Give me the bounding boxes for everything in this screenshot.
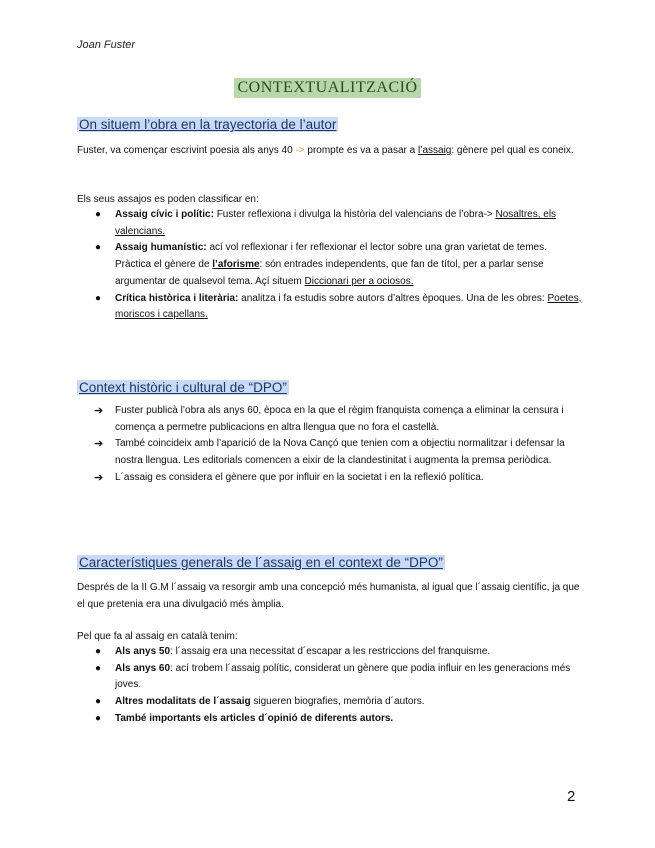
item-text: : l´assaig era una necessitat d´escapar a les restriccions del franquisme. [170, 646, 491, 657]
intro-text-3: : gènere pel qual es coneix. [451, 145, 574, 156]
header-author: Joan Fuster [77, 39, 136, 51]
item-text: sigueren biografies, memòria d´autors. [250, 696, 425, 708]
work-reference: Nosaltres, els valencians. [115, 209, 557, 237]
item-text: Fuster reflexiona i divulga la història del valencians de l’obra-> [213, 209, 496, 220]
intro-text-1: Fuster, va començar escrivint poesia als anys 40 [77, 145, 296, 156]
work-reference: Poetes, moriscos i capellans. [115, 292, 582, 321]
arrow-bullet-icon: ➔ [94, 405, 104, 417]
work-reference: Diccionari per a ociosos. [304, 275, 414, 287]
classify-paragraph: Els seus assajos es poden classificar en: [77, 194, 259, 205]
item-bold: Als anys 60 [115, 662, 171, 674]
essay-types-list [77, 207, 582, 324]
list-item [77, 711, 582, 728]
item-text: ací vol reflexionar i fer reflexionar el lector sobre una gran varietat de temes. Pràctica el gènere de [115, 242, 547, 271]
item-bold: Als anys 50 [115, 646, 171, 657]
item-bold: Altres modalitats de l´assaig [115, 696, 251, 708]
item-text: Fuster publicà l’obra als anys 60, època en la que el règim franquista comença a eliminar la censura i comença a permetre publicacions en altra llengua que no fora el castellà. [115, 405, 564, 433]
arrow-bullet-icon: ➔ [94, 471, 104, 484]
context-list [77, 403, 582, 487]
assaig-link: l’assaig [418, 145, 452, 156]
item-text: : ací trobem l´assaig polític, considerat un gènere que podia influir en les generacions més joves. [115, 662, 571, 691]
item-text: analitza i fa estudis sobre autors d’altres èpoques. Una de les obres: [238, 292, 548, 304]
document-title: CONTEXTUALITZACIÓ [234, 78, 420, 98]
arrow-symbol: -> [295, 145, 305, 156]
section-heading-characteristics: Característiques generals de l´assaig en el context de “DPO” [79, 555, 443, 570]
item-bold: Crítica històrica i literària: [115, 292, 239, 304]
bullet-icon: ● [95, 696, 102, 708]
list-item [77, 240, 582, 290]
section-heading-trajectory: On situem l’obra en la trayectoria de l’autor [79, 117, 337, 132]
bullet-icon: ● [95, 292, 102, 304]
list-item [77, 694, 582, 711]
section3-intro: Després de la II G.M l´assaig va resorgir amb una concepció més humanista, al igual que l´assaig científic, ja que el que pretenia era una divulgació més àmplia. [77, 582, 580, 610]
bullet-icon: ● [95, 662, 102, 674]
item-bold: També importants els articles d´opinió de diferents autors. [115, 712, 394, 724]
page-number: 2 [567, 788, 576, 805]
section-heading-context: Context històric i cultural de “DPO” [79, 380, 287, 395]
item-bold: Assaig cívic i polític: [115, 209, 214, 220]
section1-intro [77, 142, 582, 159]
title-wrapper [0, 78, 655, 98]
item-text: També coincideix amb l’aparició de la Nova Cançó que tenien com a objectiu normalitzar i defensar la nostra llengua. Les editorials comencen a eixir de la clandestinitat i augmenta la premsa periòdica. [115, 438, 565, 467]
item-bold: Assaig humanístic: [115, 242, 207, 254]
item-text-after: : són entrades independents, que fan de títol, per a parlar sense argumentar de qualsevol tema. Açí situem [115, 259, 544, 287]
aforisme-reference: l’aforisme [212, 259, 260, 271]
catalan-paragraph: Pel que fa al assaig en català tenim: [77, 631, 238, 642]
list-item [77, 470, 582, 487]
list-item [77, 436, 582, 469]
list-item [77, 207, 582, 240]
list-item [77, 661, 582, 694]
bullet-icon: ● [95, 209, 102, 220]
intro-text-2: prompte es va a pasar a [304, 145, 419, 156]
list-item [77, 403, 582, 436]
bullet-icon: ● [95, 242, 102, 254]
catalan-essay-list [77, 644, 582, 728]
item-text: L´assaig es considera el gènere que por influir en la societat i en la reflexió política. [115, 471, 484, 483]
bullet-icon: ● [95, 712, 102, 724]
list-item [77, 291, 582, 324]
bullet-icon: ● [95, 646, 102, 657]
list-item [77, 644, 582, 661]
arrow-bullet-icon: ➔ [94, 438, 104, 451]
